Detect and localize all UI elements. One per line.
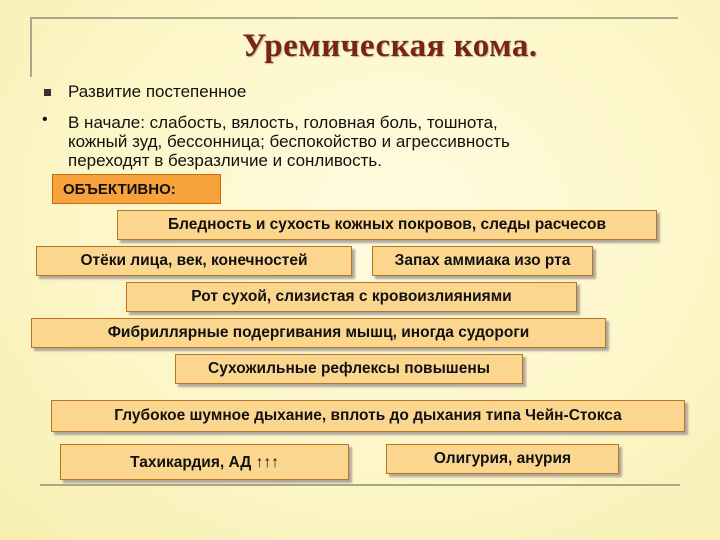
square-bullet-icon bbox=[44, 89, 51, 96]
sign-skin: Бледность и сухость кожных покровов, следы расчесов bbox=[117, 210, 657, 240]
frame-top-line bbox=[30, 17, 678, 19]
bullet-development: Развитие постепенное bbox=[68, 82, 247, 101]
bullet-onset-line-1: В начале: слабость, вялость, головная боль, тошнота, bbox=[68, 113, 498, 132]
sign-edema: Отёки лица, век, конечностей bbox=[36, 246, 352, 276]
sign-mouth: Рот сухой, слизистая с кровоизлияниями bbox=[126, 282, 577, 312]
sign-ammonia: Запах аммиака изо рта bbox=[372, 246, 593, 276]
bullet-onset-line-3: переходят в безразличие и сонливость. bbox=[68, 151, 382, 170]
slide-title: Уремическая кома. bbox=[242, 28, 538, 64]
sign-oliguria: Олигурия, анурия bbox=[386, 444, 619, 474]
sign-fibrillation: Фибриллярные подергивания мышц, иногда судороги bbox=[31, 318, 606, 348]
frame-left-line bbox=[30, 17, 32, 77]
bullet-onset-line-2: кожный зуд, бессонница; беспокойство и агрессивность bbox=[68, 132, 510, 151]
frame-bottom-line bbox=[40, 484, 680, 486]
dot-bullet-icon: • bbox=[42, 111, 48, 128]
objective-label: ОБЪЕКТИВНО: bbox=[52, 174, 221, 204]
sign-tachycardia: Тахикардия, АД ↑↑↑ bbox=[60, 444, 349, 480]
sign-breathing: Глубокое шумное дыхание, вплоть до дыхания типа Чейн-Стокса bbox=[51, 400, 685, 432]
sign-reflexes: Сухожильные рефлексы повышены bbox=[175, 354, 523, 384]
